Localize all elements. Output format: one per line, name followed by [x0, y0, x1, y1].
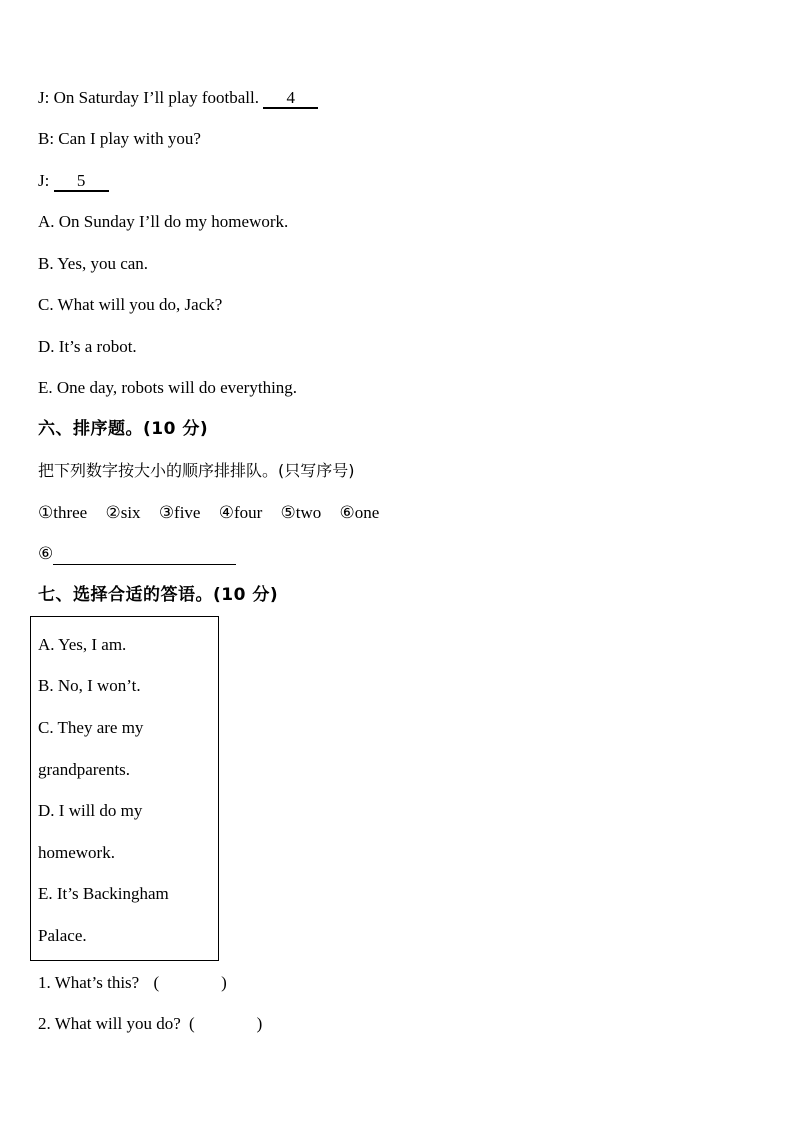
order-item: ④four — [218, 503, 263, 522]
answer-paren-close: ) — [221, 973, 227, 992]
option-d: D. It’s a robot. — [38, 337, 137, 356]
answer-paren-open: ( — [189, 1014, 195, 1033]
box-line: E. It’s Backingham — [38, 884, 169, 903]
option-a: A. On Sunday I’ll do my homework. — [38, 212, 289, 231]
blank-4-number: 4 — [286, 88, 295, 107]
box-line: B. No, I won’t. — [38, 676, 141, 695]
order-item: ⑥one — [339, 503, 380, 522]
answer-paren-open: ( — [153, 973, 160, 992]
section-6-instruction: 把下列数字按大小的顺序排排队。(只写序号) — [38, 461, 355, 480]
box-line: D. I will do my — [38, 801, 143, 820]
dialogue-text: J: On Saturday I’ll play football. — [38, 88, 264, 107]
option-c: C. What will you do, Jack? — [38, 295, 223, 314]
dialogue-text: J: — [38, 171, 54, 190]
box-line: grandparents. — [38, 760, 131, 779]
order-item: ②six — [105, 503, 141, 522]
question-1 — [38, 972, 227, 994]
question-2-text: 2. What will you do? — [38, 1014, 181, 1033]
blank-4[interactable] — [263, 89, 318, 109]
dialogue-line-j1 — [38, 87, 318, 109]
order-item: ③five — [158, 503, 201, 522]
answer-prefix: ⑥ — [38, 544, 54, 563]
box-line: A. Yes, I am. — [38, 635, 127, 654]
order-item: ⑤two — [280, 503, 322, 522]
option-e: E. One day, robots will do everything. — [38, 378, 298, 397]
dialogue-line-j2 — [38, 170, 109, 192]
blank-5[interactable] — [54, 172, 109, 192]
dialogue-line-b: B: Can I play with you? — [38, 129, 201, 148]
question-1-text: 1. What’s this? — [38, 973, 140, 992]
option-b: B. Yes, you can. — [38, 254, 149, 273]
box-line: C. They are my — [38, 718, 144, 737]
box-line: homework. — [38, 843, 115, 862]
order-answer — [38, 543, 236, 565]
section-6-heading: 六、排序题。(10 分) — [38, 419, 209, 439]
box-line: Palace. — [38, 926, 87, 945]
answer-blank[interactable] — [53, 546, 236, 565]
answer-options-box — [30, 616, 219, 961]
order-items — [38, 502, 393, 524]
blank-5-number: 5 — [76, 171, 86, 190]
order-item: ①three — [38, 503, 88, 522]
answer-paren-close: ) — [256, 1014, 263, 1033]
question-2 — [38, 1013, 262, 1035]
section-7-heading: 七、选择合适的答语。(10 分) — [38, 585, 279, 605]
